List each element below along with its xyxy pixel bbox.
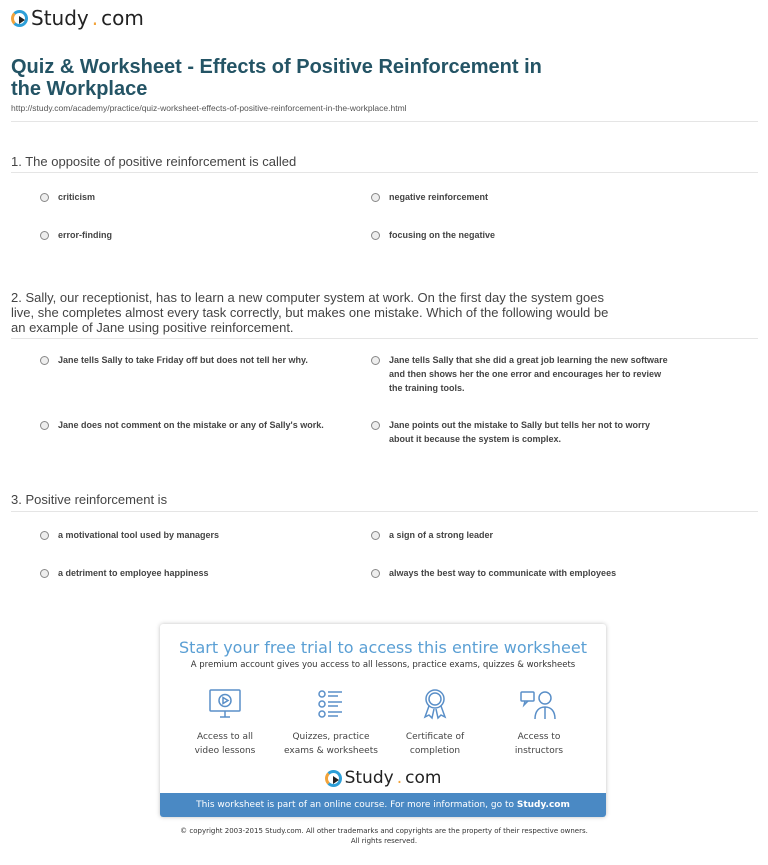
logo-text: Study [344,768,394,788]
free-trial-promo [160,624,606,817]
divider [11,121,758,122]
option-label: focusing on the negative [389,230,496,240]
promo-subtitle: A premium account gives you access to all lessons, practice exams, quizzes & worksheets [190,660,576,670]
feature-label: instructors [514,746,564,756]
answer-option[interactable] [40,566,340,580]
promo-title[interactable]: Start your free trial to access this entire worksheet [179,638,587,657]
feature-label: Access to all [196,732,254,742]
answer-option[interactable] [371,228,671,242]
option-label: always the best way to communicate with employees [389,568,617,578]
study-link[interactable]: Study.com [516,800,570,810]
answer-option[interactable] [40,418,340,432]
radio-button[interactable] [371,231,380,240]
logo-tld: com [101,6,144,30]
option-label: Jane tells Sally that she did a great job learning the new software and then shows her the one error and encourages her to review the training tools. [389,355,668,393]
divider [11,172,758,173]
feature-label: Quizzes, practice [292,732,370,742]
instructor-icon [519,688,559,720]
radio-button[interactable] [371,356,380,365]
answer-option[interactable] [40,228,340,242]
option-label: a detriment to employee happiness [58,568,209,578]
radio-button[interactable] [371,193,380,202]
answer-option[interactable] [40,353,340,367]
option-label: error-finding [58,230,112,240]
radio-button[interactable] [371,421,380,430]
page-title: Quiz & Worksheet - Effects of Positive Reinforcement in the Workplace [11,56,542,100]
feature-label: Certificate of [405,732,465,742]
question-3: 3. Positive reinforcement is [11,492,168,507]
feature-certificate [380,688,490,758]
copyright [0,826,768,846]
bar-text: This worksheet is part of an online course. For more information, go to [196,800,517,810]
answer-option[interactable] [371,418,671,446]
radio-button[interactable] [40,569,49,578]
option-label: criticism [58,192,96,202]
page-url[interactable]: http://study.com/academy/practice/quiz-worksheet-effects-of-positive-reinforcement-in-the-workplace.html [11,103,407,113]
logo-dot: . [396,768,403,788]
study-logo[interactable] [11,6,144,30]
logo-text: Study [31,6,89,30]
radio-button[interactable] [40,531,49,540]
feature-label: Access to [517,732,561,742]
play-logo-icon [325,770,342,787]
divider [11,511,758,512]
radio-button[interactable] [40,193,49,202]
feature-label: completion [409,746,461,756]
answer-option[interactable] [371,353,671,395]
radio-button[interactable] [371,531,380,540]
answer-option[interactable] [40,528,340,542]
feature-instructors [484,688,594,758]
promo-study-logo[interactable] [160,768,606,788]
question-1: 1. The opposite of positive reinforcement is called [11,154,297,169]
logo-dot: . [91,6,99,30]
divider [11,338,758,339]
feature-quizzes [276,688,386,758]
play-logo-icon [11,10,28,27]
option-label: a sign of a strong leader [389,530,494,540]
course-info-bar [160,793,606,817]
option-label: Jane tells Sally to take Friday off but does not tell her why. [58,355,308,365]
copyright-line: © copyright 2003-2015 Study.com. All other trademarks and copyrights are the property of their respective owners. [180,827,588,835]
answer-option[interactable] [40,190,340,204]
answer-option[interactable] [371,190,671,204]
answer-option[interactable] [371,566,671,580]
option-label: negative reinforcement [389,192,489,202]
radio-button[interactable] [40,356,49,365]
feature-video-lessons [170,688,280,758]
answer-option[interactable] [371,528,671,542]
copyright-line: All rights reserved. [350,837,418,845]
radio-button[interactable] [40,231,49,240]
feature-label: video lessons [194,746,256,756]
logo-tld: com [405,768,442,788]
radio-button[interactable] [40,421,49,430]
radio-button[interactable] [371,569,380,578]
option-label: Jane does not comment on the mistake or any of Sally's work. [58,420,324,430]
option-label: a motivational tool used by managers [58,530,220,540]
video-lesson-icon [208,688,242,720]
quiz-list-icon [314,688,348,720]
question-2: 2. Sally, our receptionist, has to learn a new computer system at work. On the first day the system goes live, she completes almost every task correctly, but makes one mistake. Which of the following would be an example of Jane using positive reinforcement. [11,290,609,335]
option-label: Jane points out the mistake to Sally but tells her not to worry about it because the system is complex. [389,420,651,444]
certificate-icon [418,688,452,720]
feature-label: exams & worksheets [284,746,378,756]
